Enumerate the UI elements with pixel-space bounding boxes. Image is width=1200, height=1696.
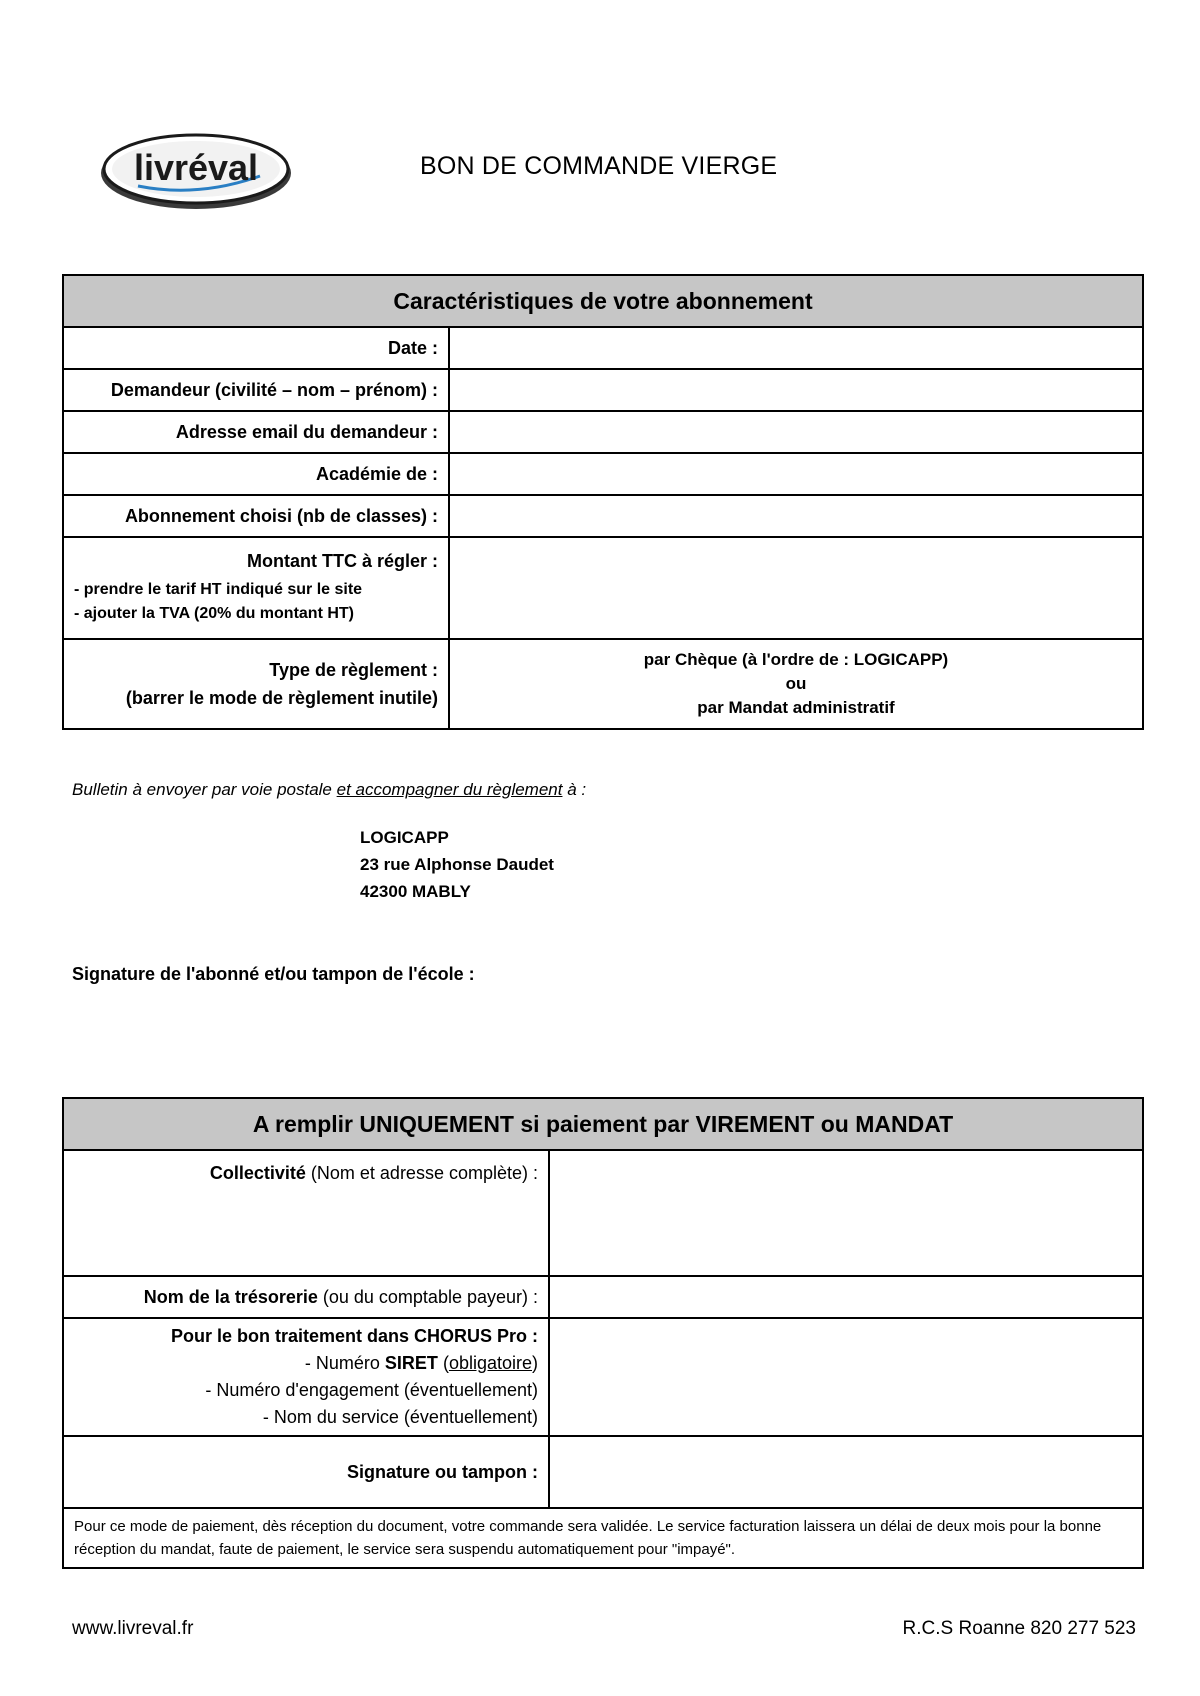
payment-type-note: (barrer le mode de règlement inutile) bbox=[125, 688, 438, 708]
email-label: Adresse email du demandeur : bbox=[63, 411, 449, 453]
mailing-intro-part-3: à : bbox=[562, 780, 587, 799]
payment-option-or: ou bbox=[785, 674, 807, 693]
livreval-logo bbox=[98, 128, 294, 212]
mailing-intro-part-1: Bulletin à envoyer par voie postale bbox=[72, 780, 337, 799]
address-line-3: 42300 MABLY bbox=[360, 882, 471, 901]
subscription-heading: Caractéristiques de votre abonnement bbox=[63, 275, 1143, 327]
chorus-line-engagement: - Numéro d'engagement (éventuellement) bbox=[205, 1380, 538, 1400]
logo-graphic bbox=[98, 128, 294, 212]
footer-website[interactable]: www.livreval.fr bbox=[72, 1618, 194, 1639]
chorus-cell bbox=[63, 1318, 549, 1436]
plan-label: Abonnement choisi (nb de classes) : bbox=[63, 495, 449, 537]
subscriber-signature-label: Signature de l'abonné et/ou tampon de l'école : bbox=[72, 964, 475, 984]
email-field[interactable] bbox=[449, 411, 1143, 453]
payment-type-label: Type de règlement : bbox=[269, 660, 438, 680]
date-label: Date : bbox=[63, 327, 449, 369]
plan-field[interactable] bbox=[449, 495, 1143, 537]
amount-field[interactable] bbox=[449, 537, 1143, 639]
treasury-label bbox=[63, 1276, 549, 1318]
logo-text: livréval bbox=[133, 147, 259, 188]
payment-option-mandate: par Mandat administratif bbox=[697, 698, 895, 717]
document-title: BON DE COMMANDE VIERGE bbox=[420, 152, 778, 180]
collectivity-label-bold: Collectivité bbox=[209, 1163, 306, 1183]
transfer-signature-label: Signature ou tampon : bbox=[347, 1461, 538, 1482]
treasury-field[interactable] bbox=[549, 1276, 1143, 1318]
chorus-line-service: - Nom du service (éventuellement) bbox=[262, 1407, 538, 1427]
subscription-table bbox=[62, 274, 1144, 730]
payment-options[interactable] bbox=[449, 639, 1143, 729]
transfer-heading: A remplir UNIQUEMENT si paiement par VIREMENT ou MANDAT bbox=[63, 1098, 1143, 1150]
chorus-field[interactable] bbox=[549, 1318, 1143, 1436]
collectivity-label-rest: (Nom et adresse complète) : bbox=[305, 1163, 538, 1183]
chorus-line-siret: - Numéro SIRET (obligatoire) bbox=[304, 1353, 538, 1373]
transfer-signature-field[interactable] bbox=[549, 1436, 1143, 1508]
payment-option-cheque: par Chèque (à l'ordre de : LOGICAPP) bbox=[643, 650, 949, 669]
academy-label: Académie de : bbox=[63, 453, 449, 495]
amount-note bbox=[74, 578, 438, 626]
collectivity-field[interactable] bbox=[549, 1150, 1143, 1276]
address-line-1: LOGICAPP bbox=[360, 828, 449, 847]
payment-type-cell bbox=[63, 639, 449, 729]
transfer-signature-cell bbox=[63, 1436, 549, 1508]
amount-note-1: - prendre le tarif HT indiqué sur le site bbox=[74, 580, 363, 598]
requester-label: Demandeur (civilité – nom – prénom) : bbox=[63, 369, 449, 411]
amount-label: Montant TTC à régler : bbox=[246, 550, 438, 571]
chorus-title: Pour le bon traitement dans CHORUS Pro : bbox=[170, 1326, 538, 1346]
academy-field[interactable] bbox=[449, 453, 1143, 495]
amount-note-2: - ajouter la TVA (20% du montant HT) bbox=[74, 604, 355, 622]
treasury-label-bold: Nom de la trésorerie bbox=[143, 1286, 318, 1307]
transfer-table bbox=[62, 1097, 1144, 1569]
mailing-intro bbox=[72, 780, 586, 800]
requester-field[interactable] bbox=[449, 369, 1143, 411]
treasury-label-rest: (ou du comptable payeur) : bbox=[317, 1286, 538, 1307]
date-field[interactable] bbox=[449, 327, 1143, 369]
mailing-intro-part-2: et accompagner du règlement bbox=[336, 780, 563, 799]
address-line-2: 23 rue Alphonse Daudet bbox=[360, 855, 554, 874]
payment-disclaimer: Pour ce mode de paiement, dès réception du document, votre commande sera validée. Le service facturation laissera un délai de deux mois pour la bonne réception du mandat, faute de paiement, le service sera suspendu automatiquement pour "impayé". bbox=[63, 1508, 1143, 1568]
mailing-address bbox=[360, 824, 554, 905]
footer-rcs: R.C.S Roanne 820 277 523 bbox=[902, 1618, 1136, 1639]
collectivity-label bbox=[63, 1150, 549, 1276]
amount-cell bbox=[63, 537, 449, 639]
